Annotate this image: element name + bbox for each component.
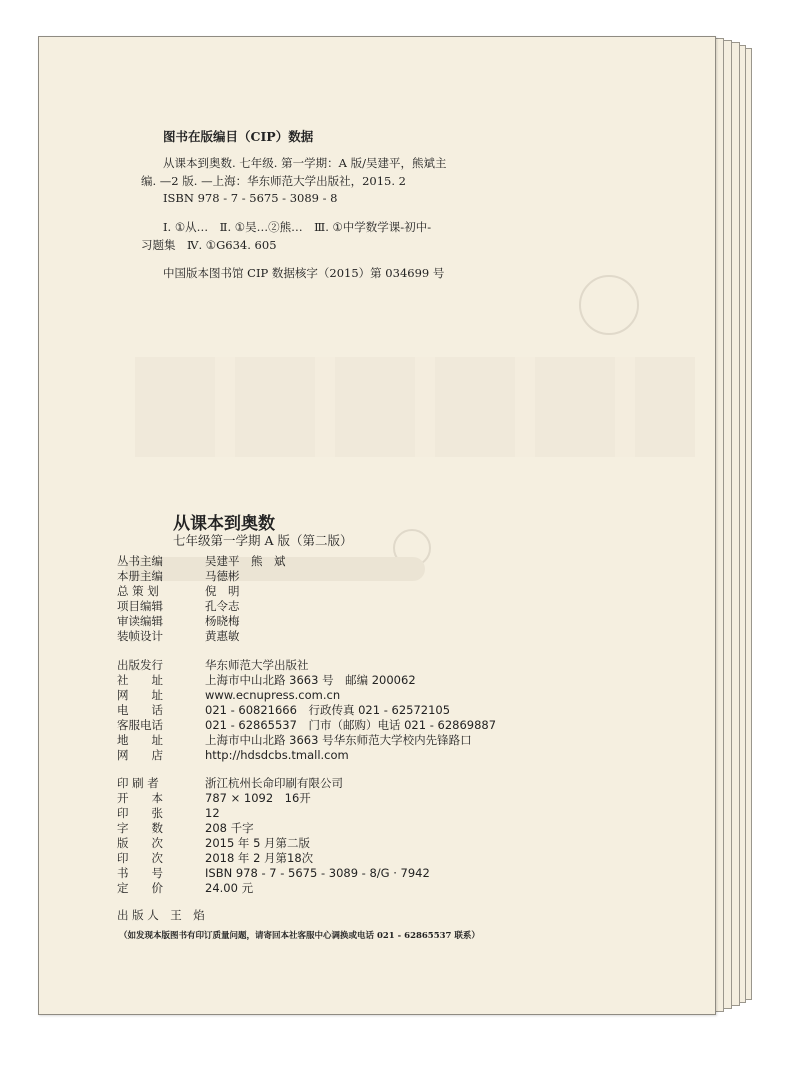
credit-value: 黄惠敏 [205,629,240,643]
printing-value: 12 [205,806,220,820]
credit-label: 项目编辑 [117,599,163,613]
printing-value: 787 × 1092 16开 [205,791,311,805]
publisher-value: 021 - 60821666 行政传真 021 - 62572105 [205,703,451,717]
cip-classification-line: 习题集 Ⅳ. ①G634. 605 [141,238,277,252]
credit-value: 吴建平 熊 斌 [205,554,286,568]
printing-value: ISBN 978 - 7 - 5675 - 3089 - 8/G · 7942 [205,866,430,880]
printing-row [117,835,310,851]
publisher-label: 网 址 [117,688,163,702]
printing-row [117,805,220,821]
publisher-value: 上海市中山北路 3663 号华东师范大学校内先锋路口 [205,733,472,747]
cip-line: 编. —2 版. —上海：华东师范大学出版社，2015. 2 [141,174,406,188]
printing-label: 定 价 [117,881,163,895]
printing-value: 2015 年 5 月第二版 [205,836,311,850]
credit-row [117,583,240,599]
publisher-label: 社 址 [117,673,163,687]
book-subtitle: 七年级第一学期 A 版（第二版） [173,533,353,548]
publisher-person: 出 版 人 王 焰 [117,908,205,922]
printing-row [117,850,313,866]
printing-row [117,865,430,881]
publisher-row [117,747,349,763]
publisher-label: 地 址 [117,733,163,747]
credit-row [117,628,240,644]
cip-classification-line: Ⅰ. ①从… Ⅱ. ①吴…②熊… Ⅲ. ①中学数学课-初中- [163,220,432,234]
printing-label: 印 次 [117,851,163,865]
printing-row [117,790,311,806]
publisher-row [117,717,496,733]
credit-label: 总 策 划 [117,584,159,598]
credit-label: 本册主编 [117,569,163,583]
publisher-row [117,672,416,688]
credit-row [117,568,240,584]
cip-library-number: 中国版本图书馆 CIP 数据核字（2015）第 034699 号 [163,266,445,280]
cip-line: ISBN 978 - 7 - 5675 - 3089 - 8 [163,191,338,205]
printing-label: 书 号 [117,866,163,880]
printing-label: 字 数 [117,821,163,835]
copyright-page [38,36,716,1015]
credit-row [117,613,240,629]
printing-value: 2018 年 2 月第18次 [205,851,314,865]
printing-label: 版 次 [117,836,163,850]
credit-label: 审读编辑 [117,614,163,628]
printing-row [117,820,254,836]
publisher-value: http://hdsdcbs.tmall.com [205,748,349,762]
credit-row [117,553,286,569]
printing-value: 浙江杭州长命印刷有限公司 [205,776,343,790]
credit-row [117,598,240,614]
printing-value: 24.00 元 [205,881,254,895]
printing-label: 印 刷 者 [117,776,159,790]
book-title: 从课本到奥数 [173,514,275,534]
printing-value: 208 千字 [205,821,254,835]
credit-value: 倪 明 [205,584,240,598]
credit-value: 孔令志 [205,599,240,613]
publisher-label: 客服电话 [117,718,163,732]
publisher-row [117,657,309,673]
publisher-label: 出版发行 [117,658,163,672]
publisher-row [117,702,450,718]
printing-label: 开 本 [117,791,163,805]
publisher-value: 上海市中山北路 3663 号 邮编 200062 [205,673,416,687]
cip-heading: 图书在版编目（CIP）数据 [163,129,314,144]
credit-label: 装帧设计 [117,629,163,643]
publisher-label: 网 店 [117,748,163,762]
publisher-value: www.ecnupress.com.cn [205,688,341,702]
bleed-through-circle [579,275,639,335]
printing-row [117,880,253,896]
publisher-value: 021 - 62865537 门市（邮购）电话 021 - 62869887 [205,718,497,732]
publisher-value: 华东师范大学出版社 [205,658,309,672]
printing-row [117,775,343,791]
cip-line: 从课本到奥数. 七年级. 第一学期：A 版/吴建平，熊斌主 [163,156,447,170]
publisher-label: 电 话 [117,703,163,717]
credit-label: 丛书主编 [117,554,163,568]
printing-label: 印 张 [117,806,163,820]
credit-value: 马德彬 [205,569,240,583]
publisher-row [117,687,340,703]
credit-value: 杨晓梅 [205,614,240,628]
publisher-row [117,732,472,748]
bleed-through-block [135,357,695,457]
footer-note: （如发现本版图书有印订质量问题，请寄回本社客服中心调换或电话 021 - 62865537 联系） [119,931,480,941]
